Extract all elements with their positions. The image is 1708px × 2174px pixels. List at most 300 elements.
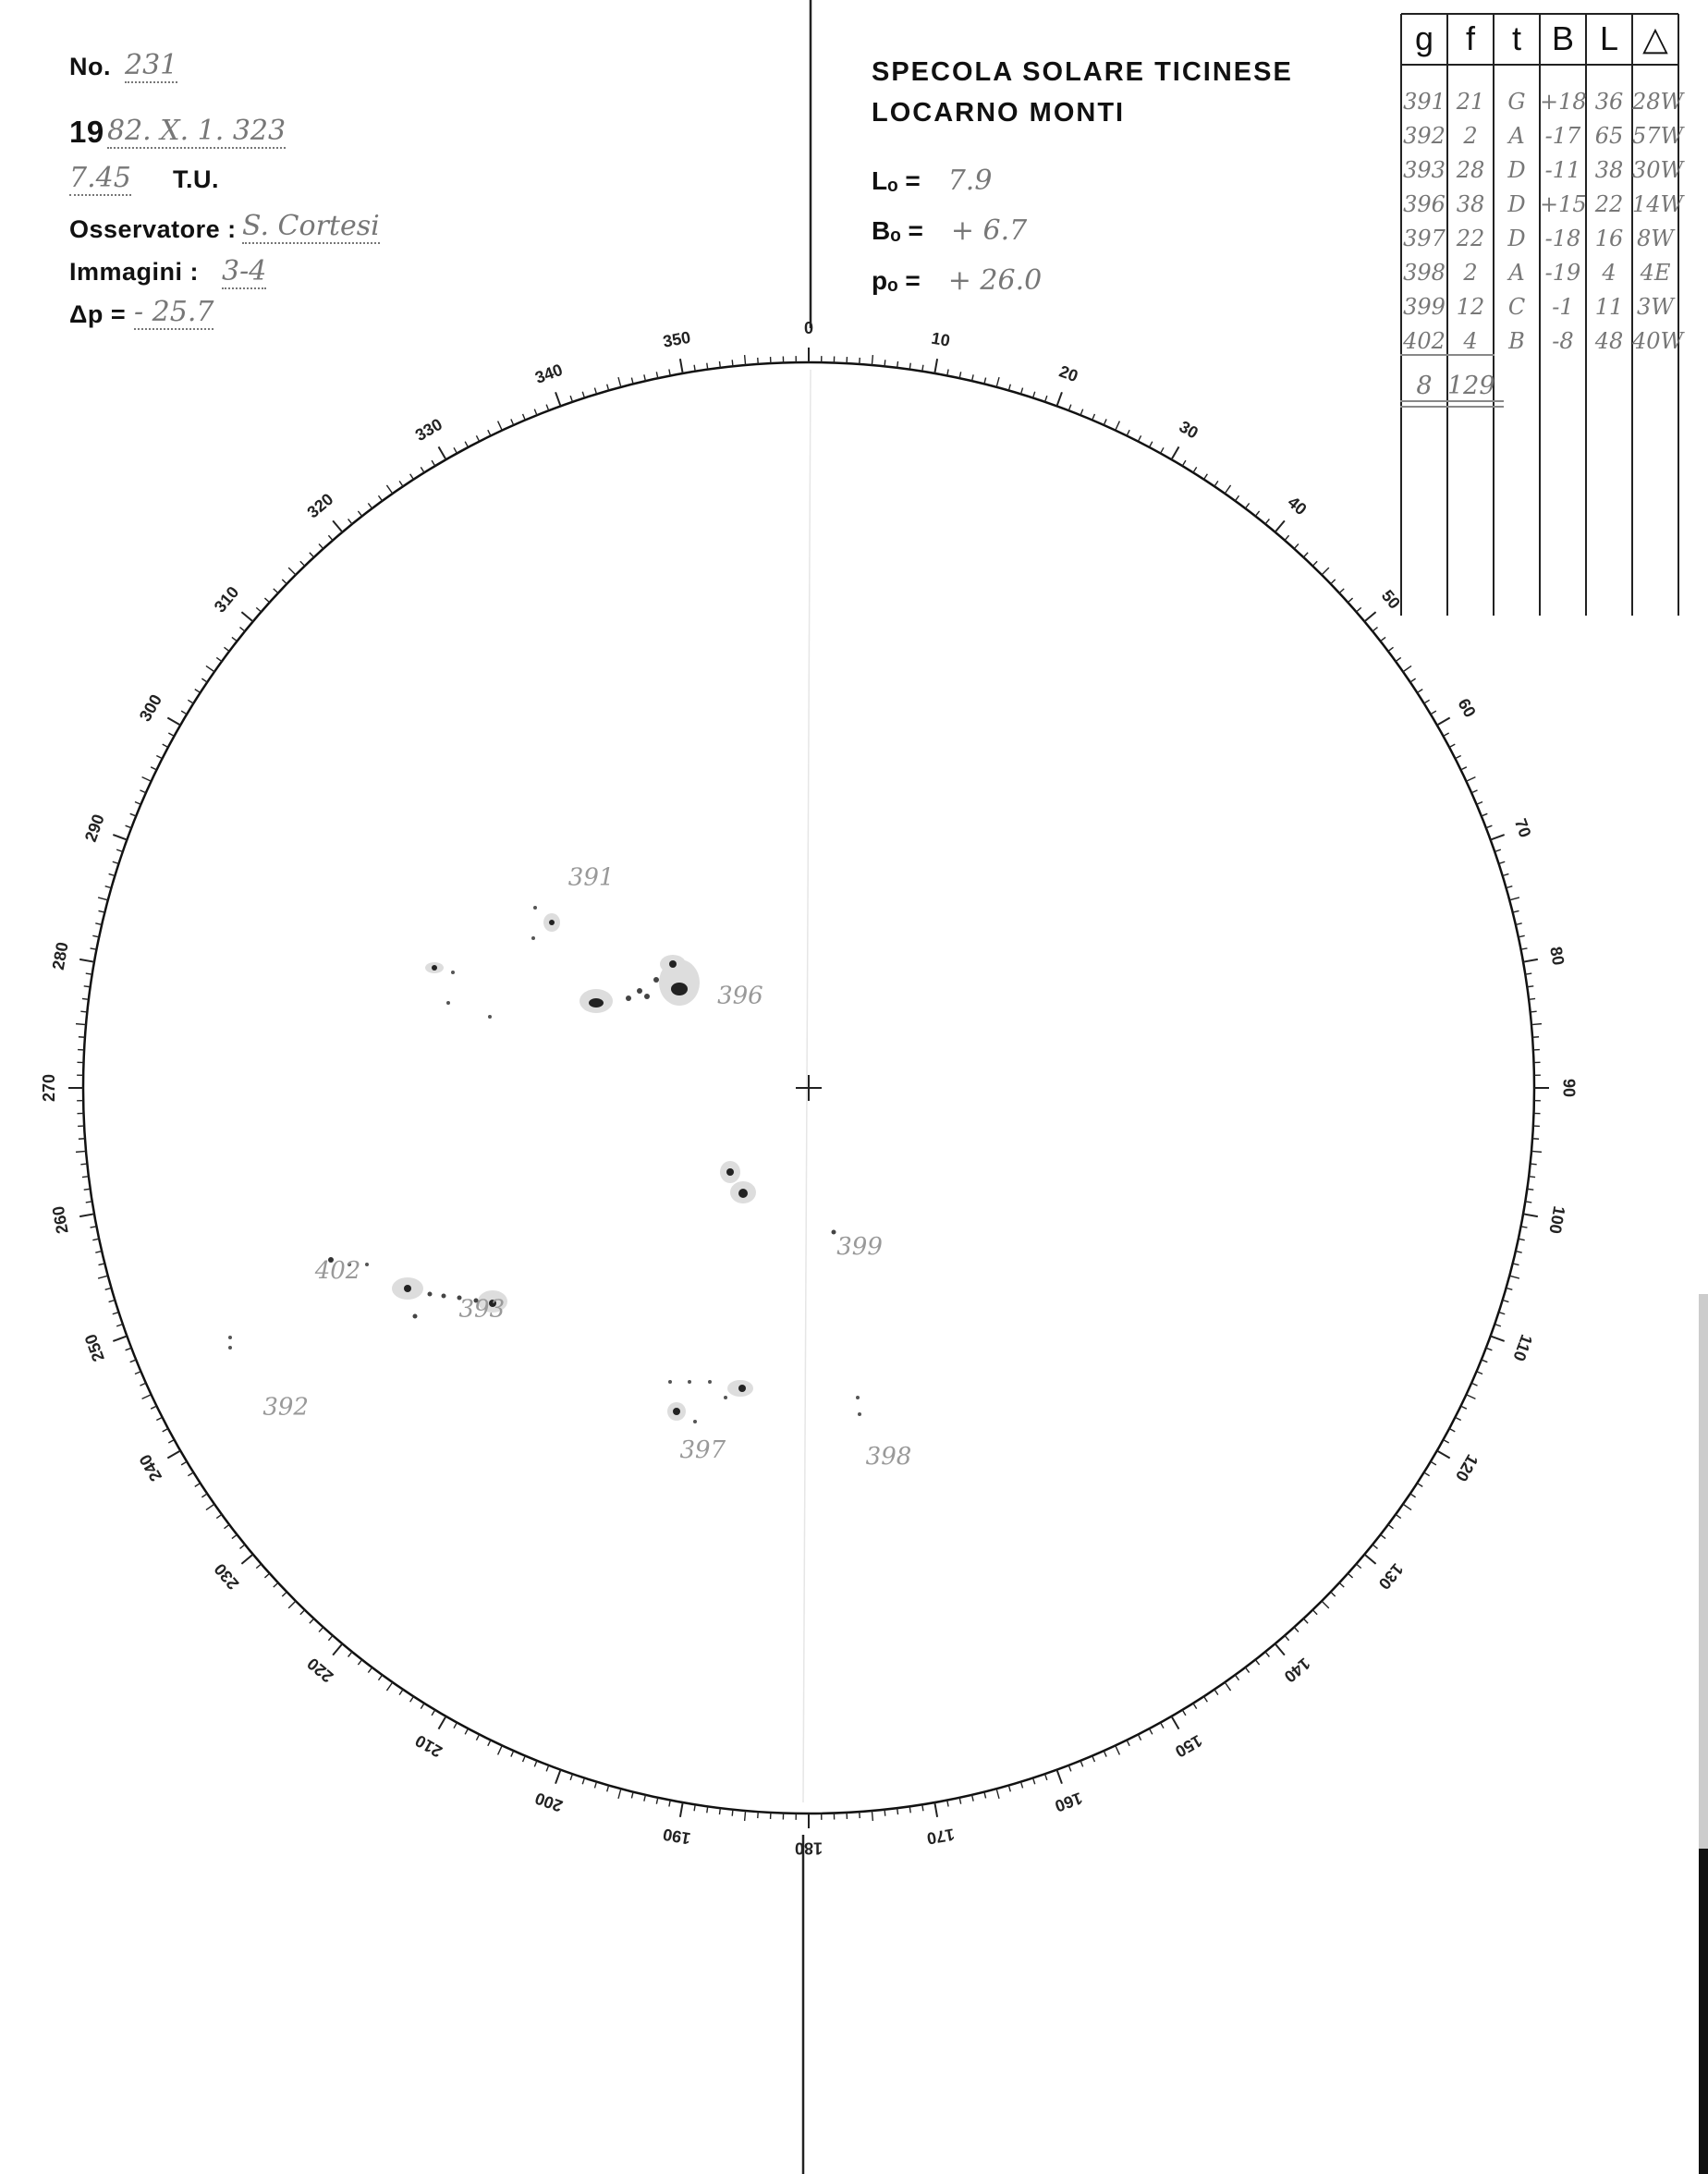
cell-t: D (1507, 191, 1526, 217)
L0-label: Lₒ = (872, 166, 921, 195)
col-header-L: L (1599, 19, 1619, 57)
cell-L: 11 (1594, 294, 1624, 320)
degree-tick (1381, 1534, 1386, 1538)
degree-tick (264, 598, 269, 603)
degree-tick (1172, 446, 1179, 459)
col-header-delta: △ (1642, 19, 1668, 57)
degree-tick (534, 409, 537, 415)
degree-tick (1424, 700, 1430, 703)
degree-tick (1444, 733, 1449, 736)
degree-tick (1531, 1011, 1537, 1012)
degree-tick (201, 678, 207, 682)
degree-tick (195, 1484, 201, 1487)
p0-value: + 26.0 (947, 264, 1043, 297)
degree-tick (719, 361, 720, 368)
degree-tick (256, 607, 261, 612)
degree-tick (432, 1710, 435, 1716)
degree-tick (1491, 1336, 1505, 1340)
degree-tick (224, 1524, 229, 1528)
degree-tick (1417, 1484, 1422, 1487)
degree-tick (1507, 886, 1513, 888)
degree-tick (1116, 1745, 1120, 1754)
degree-tick (1424, 1472, 1430, 1476)
degree-tick (1513, 910, 1519, 912)
cell-B: -1 (1552, 294, 1574, 320)
degree-tick (156, 1417, 162, 1420)
degree-tick (1396, 657, 1401, 661)
degree-tick (1455, 755, 1460, 758)
cell-L: 22 (1594, 191, 1624, 217)
cell-t: C (1507, 294, 1526, 320)
degree-tick (1138, 1734, 1141, 1740)
degree-tick (130, 813, 136, 816)
cell-delta: 14W (1632, 191, 1684, 217)
degree-tick (1519, 1239, 1525, 1240)
cell-g: 397 (1403, 226, 1446, 251)
degree-tick (1204, 1696, 1208, 1702)
degree-tick (656, 1798, 657, 1804)
degree-tick (333, 520, 342, 531)
degree-tick (1322, 568, 1329, 575)
cell-B: +15 (1540, 191, 1587, 217)
degree-tick (1486, 825, 1493, 828)
degree-tick (1150, 442, 1153, 447)
degree-label: 70 (1510, 815, 1535, 840)
images-label: Immagini : (69, 258, 200, 286)
degree-tick (996, 377, 999, 387)
col-header-g: g (1414, 19, 1434, 57)
degree-tick (1068, 405, 1071, 411)
sunspots (228, 906, 861, 1423)
group-label: 393 (458, 1295, 506, 1324)
degree-tick (79, 1214, 94, 1216)
degree-tick (282, 580, 287, 584)
degree-tick (80, 1011, 87, 1012)
p0-label: pₒ = (872, 266, 921, 295)
degree-tick (168, 1440, 174, 1443)
degree-tick (582, 392, 584, 398)
degree-tick (732, 1810, 733, 1816)
degree-tick (274, 589, 278, 593)
col-header-B: B (1551, 19, 1574, 57)
degree-tick (151, 767, 156, 770)
degree-tick (1214, 1690, 1218, 1695)
degree-tick (113, 1336, 127, 1340)
degree-tick (216, 657, 222, 661)
delta-p-value: - 25.7 (134, 296, 214, 328)
degree-tick (1523, 959, 1538, 962)
degree-tick (1503, 873, 1509, 875)
degree-tick (282, 1592, 287, 1596)
degree-tick (300, 1610, 305, 1615)
degree-tick (1127, 430, 1129, 435)
degree-label: 240 (135, 1451, 166, 1485)
degree-tick (1364, 612, 1375, 621)
degree-tick (1339, 589, 1344, 593)
delta-p-label: Δp = (69, 300, 127, 328)
degree-tick (1396, 1514, 1401, 1518)
degree-tick (432, 460, 435, 466)
degree-tick (135, 802, 140, 805)
degree-tick (1516, 923, 1522, 925)
degree-tick (241, 612, 252, 621)
degree-tick (1499, 861, 1506, 863)
group-label: 392 (262, 1393, 309, 1422)
B0-value: + 6.7 (950, 214, 1028, 247)
degree-tick (707, 1806, 708, 1813)
degree-tick (1322, 1601, 1329, 1608)
degree-tick (972, 1795, 974, 1801)
degree-label: 160 (1052, 1789, 1085, 1816)
group-label: 399 (836, 1233, 883, 1262)
cell-g: 402 (1403, 328, 1446, 354)
degree-tick (1285, 535, 1289, 540)
degree-tick (126, 825, 132, 828)
degree-tick (1356, 1564, 1360, 1569)
degree-tick (109, 873, 116, 875)
degree-tick (1104, 1751, 1106, 1756)
cell-B: -11 (1544, 157, 1581, 183)
degree-tick (151, 1406, 156, 1409)
degree-label: 60 (1454, 695, 1480, 721)
group-label: 391 (567, 863, 615, 892)
degree-tick (95, 1252, 102, 1253)
degree-tick (181, 711, 187, 714)
cell-delta: 28W (1632, 89, 1684, 115)
cell-delta: 40W (1632, 328, 1684, 354)
degree-tick (1312, 561, 1317, 566)
degree-label: 340 (532, 360, 566, 387)
degree-tick (884, 1810, 885, 1816)
group-label: 398 (865, 1442, 912, 1471)
degree-tick (498, 1745, 503, 1754)
cell-delta: 57W (1632, 123, 1684, 149)
degree-label: 80 (1546, 945, 1568, 967)
cell-f: 2 (1463, 260, 1478, 286)
degree-tick (498, 421, 503, 431)
degree-tick (319, 1627, 323, 1631)
degree-tick (421, 1704, 424, 1709)
degree-tick (1461, 767, 1467, 770)
degree-tick (959, 1798, 960, 1804)
degree-label: 90 (1559, 1078, 1579, 1098)
group-label: 397 (679, 1435, 726, 1464)
degree-tick (594, 1782, 596, 1789)
cell-f: 28 (1456, 157, 1485, 183)
cell-t: D (1507, 157, 1526, 183)
degree-tick (1494, 1325, 1501, 1326)
degree-tick (368, 1667, 372, 1673)
degree-tick (707, 363, 708, 370)
degree-tick (439, 1716, 446, 1729)
degree-tick (897, 1808, 898, 1814)
degree-tick (1466, 1395, 1475, 1399)
degree-tick (82, 998, 89, 999)
degree-tick (523, 414, 526, 420)
cell-delta: 3W (1637, 294, 1674, 320)
degree-tick (84, 1189, 91, 1190)
degree-tick (972, 374, 974, 381)
degree-tick (1214, 481, 1218, 486)
degree-tick (465, 1728, 468, 1734)
degree-tick (1204, 474, 1208, 480)
degree-tick (607, 385, 609, 391)
degree-tick (386, 485, 392, 494)
degree-tick (368, 503, 372, 508)
degree-tick (1021, 388, 1023, 395)
degree-tick (1461, 1406, 1467, 1409)
degree-tick (1225, 485, 1230, 494)
degree-tick (996, 1789, 999, 1799)
degree-tick (1080, 409, 1083, 415)
degree-tick (167, 1451, 180, 1459)
degree-tick (1138, 435, 1141, 441)
cell-f: 21 (1456, 89, 1485, 115)
cell-g: 399 (1403, 294, 1446, 320)
degree-tick (328, 535, 333, 540)
degree-tick (1161, 447, 1164, 453)
degree-tick (126, 1348, 132, 1350)
cell-delta: 8W (1637, 226, 1674, 251)
degree-tick (319, 544, 323, 548)
degree-tick (76, 1024, 86, 1025)
degree-tick (1275, 1643, 1285, 1655)
degree-tick (1235, 1675, 1238, 1680)
cell-g: 391 (1403, 89, 1446, 115)
cell-L: 16 (1594, 226, 1624, 251)
degree-tick (241, 1555, 252, 1564)
degree-tick (188, 700, 193, 703)
degree-tick (1519, 935, 1525, 936)
degree-tick (167, 718, 180, 726)
degree-tick (1372, 1545, 1377, 1548)
degree-tick (1033, 1778, 1035, 1785)
degree-label: 350 (661, 327, 692, 351)
degree-tick (1471, 1383, 1477, 1386)
degree-tick (195, 690, 201, 693)
degree-tick (984, 378, 986, 385)
degree-tick (92, 935, 99, 936)
degree-label: 210 (411, 1730, 445, 1762)
degree-label: 200 (532, 1789, 566, 1816)
degree-tick (1150, 1728, 1153, 1734)
degree-label: 140 (1280, 1654, 1314, 1687)
degree-tick (140, 1383, 145, 1386)
degree-tick (1516, 1252, 1522, 1253)
cell-t: A (1508, 260, 1525, 286)
degree-tick (959, 372, 960, 378)
degree-tick (1303, 553, 1308, 557)
degree-tick (984, 1792, 986, 1799)
degree-label: 300 (135, 690, 166, 725)
degree-tick (232, 637, 238, 641)
degree-tick (310, 1618, 314, 1623)
cell-g: 393 (1403, 157, 1446, 183)
degree-tick (310, 553, 314, 557)
cell-g: 398 (1403, 260, 1446, 286)
degree-tick (897, 361, 898, 368)
cell-g: 392 (1403, 123, 1446, 149)
cell-B: -17 (1544, 123, 1581, 149)
degree-tick (934, 359, 937, 373)
degree-tick (1491, 835, 1505, 839)
degree-label: 130 (1374, 1559, 1408, 1594)
col-header-t: t (1511, 19, 1521, 57)
degree-tick (1182, 460, 1186, 466)
degree-tick (1431, 1461, 1436, 1465)
degree-tick (1529, 998, 1535, 999)
degree-tick (76, 1151, 86, 1152)
cell-L: 38 (1594, 157, 1624, 183)
degree-tick (1348, 598, 1352, 603)
degree-tick (140, 790, 145, 793)
degree-tick (546, 1765, 549, 1772)
degree-tick (1499, 1313, 1506, 1314)
cell-f: 2 (1463, 123, 1478, 149)
degree-tick (1529, 1177, 1535, 1178)
degree-tick (92, 1239, 99, 1240)
degree-tick (1331, 580, 1336, 584)
degree-tick (1255, 1660, 1259, 1666)
degree-tick (1033, 392, 1035, 398)
degree-tick (1127, 1740, 1129, 1746)
degree-tick (105, 1288, 112, 1289)
degree-tick (1294, 1627, 1299, 1631)
degree-tick (719, 1808, 720, 1814)
degree-tick (113, 861, 119, 863)
degree-label: 50 (1377, 586, 1404, 613)
degree-tick (116, 849, 123, 851)
degree-tick (1056, 1770, 1061, 1784)
degree-tick (99, 1264, 105, 1265)
degree-tick (216, 1514, 222, 1518)
degree-tick (582, 1778, 584, 1785)
degree-tick (378, 1675, 382, 1680)
degree-label: 180 (794, 1838, 824, 1858)
degree-tick (1193, 467, 1197, 472)
degree-tick (1275, 520, 1285, 531)
degree-tick (745, 1811, 746, 1821)
degree-tick (206, 1504, 214, 1509)
degree-tick (99, 910, 105, 912)
no-value: 231 (125, 49, 178, 81)
degree-tick (79, 959, 94, 962)
degree-tick (607, 1786, 609, 1792)
degree-tick (488, 430, 491, 435)
degree-tick (142, 777, 152, 782)
degree-tick (1294, 544, 1299, 548)
degree-tick (1509, 898, 1519, 900)
degree-tick (1245, 503, 1249, 508)
degree-tick (300, 561, 305, 566)
degree-tick (745, 355, 746, 365)
degree-tick (555, 392, 560, 406)
no-label: No. (69, 53, 111, 80)
degree-tick (168, 733, 174, 736)
degree-tick (224, 647, 229, 651)
degree-tick (909, 363, 910, 370)
degree-label: 100 (1545, 1204, 1569, 1236)
degree-tick (1486, 1348, 1493, 1350)
degree-tick (274, 1582, 278, 1587)
degree-tick (1417, 690, 1422, 693)
degree-tick (1388, 647, 1394, 651)
degree-tick (386, 1682, 392, 1691)
total-groups: 8 (1416, 372, 1433, 400)
degree-tick (156, 755, 162, 758)
degree-tick (1092, 1756, 1095, 1762)
degree-tick (113, 1313, 119, 1314)
degree-tick (1527, 1189, 1533, 1190)
degree-tick (109, 1301, 116, 1302)
degree-tick (1312, 1610, 1317, 1615)
degree-tick (232, 1534, 238, 1538)
cell-B: -8 (1552, 328, 1574, 354)
cell-delta: 30W (1632, 157, 1684, 183)
degree-tick (618, 1789, 621, 1799)
degree-tick (656, 372, 657, 378)
degree-tick (201, 1494, 207, 1497)
L0-value: 7.9 (947, 165, 993, 197)
degree-tick (1364, 1555, 1375, 1564)
degree-tick (631, 1792, 633, 1799)
degree-tick (1265, 519, 1269, 524)
cell-B: -19 (1544, 260, 1581, 286)
degree-label: 170 (925, 1825, 957, 1849)
degree-tick (1356, 607, 1360, 612)
degree-tick (358, 511, 361, 517)
degree-label: 250 (80, 1331, 108, 1364)
degree-tick (1494, 849, 1501, 851)
degree-tick (1331, 1592, 1336, 1596)
degree-tick (288, 568, 296, 575)
cell-L: 65 (1594, 123, 1624, 149)
degree-tick (1265, 1652, 1269, 1656)
degree-tick (1068, 1765, 1071, 1772)
degree-tick (1503, 1301, 1509, 1302)
degree-tick (1523, 1214, 1538, 1216)
degree-tick (476, 435, 479, 441)
degree-tick (256, 1564, 261, 1569)
degree-tick (934, 1802, 937, 1817)
degree-tick (130, 1360, 136, 1362)
degree-tick (909, 1806, 910, 1813)
cell-f: 4 (1463, 328, 1478, 354)
observatory-name-line1: SPECOLA SOLARE TICINESE (872, 57, 1293, 87)
degree-tick (644, 374, 646, 381)
degree-tick (555, 1770, 560, 1784)
degree-tick (113, 835, 127, 839)
degree-tick (1449, 744, 1455, 747)
degree-tick (1372, 628, 1377, 631)
degree-tick (1437, 1451, 1450, 1459)
degree-tick (1008, 385, 1010, 391)
degree-label: 40 (1284, 493, 1311, 519)
degree-label: 330 (411, 414, 445, 446)
cell-B: -18 (1544, 226, 1581, 251)
cell-t: G (1507, 89, 1526, 115)
degree-tick (1193, 1704, 1197, 1709)
scan-edge-light (1699, 1294, 1708, 1849)
degree-label: 220 (303, 1654, 337, 1687)
degree-tick (1531, 1024, 1542, 1025)
degree-tick (80, 1164, 87, 1165)
degree-label: 260 (48, 1204, 72, 1236)
images-value: 3-4 (222, 255, 267, 287)
degree-tick (135, 1372, 140, 1374)
degree-label: 120 (1451, 1451, 1482, 1485)
degree-tick (1021, 1782, 1023, 1789)
